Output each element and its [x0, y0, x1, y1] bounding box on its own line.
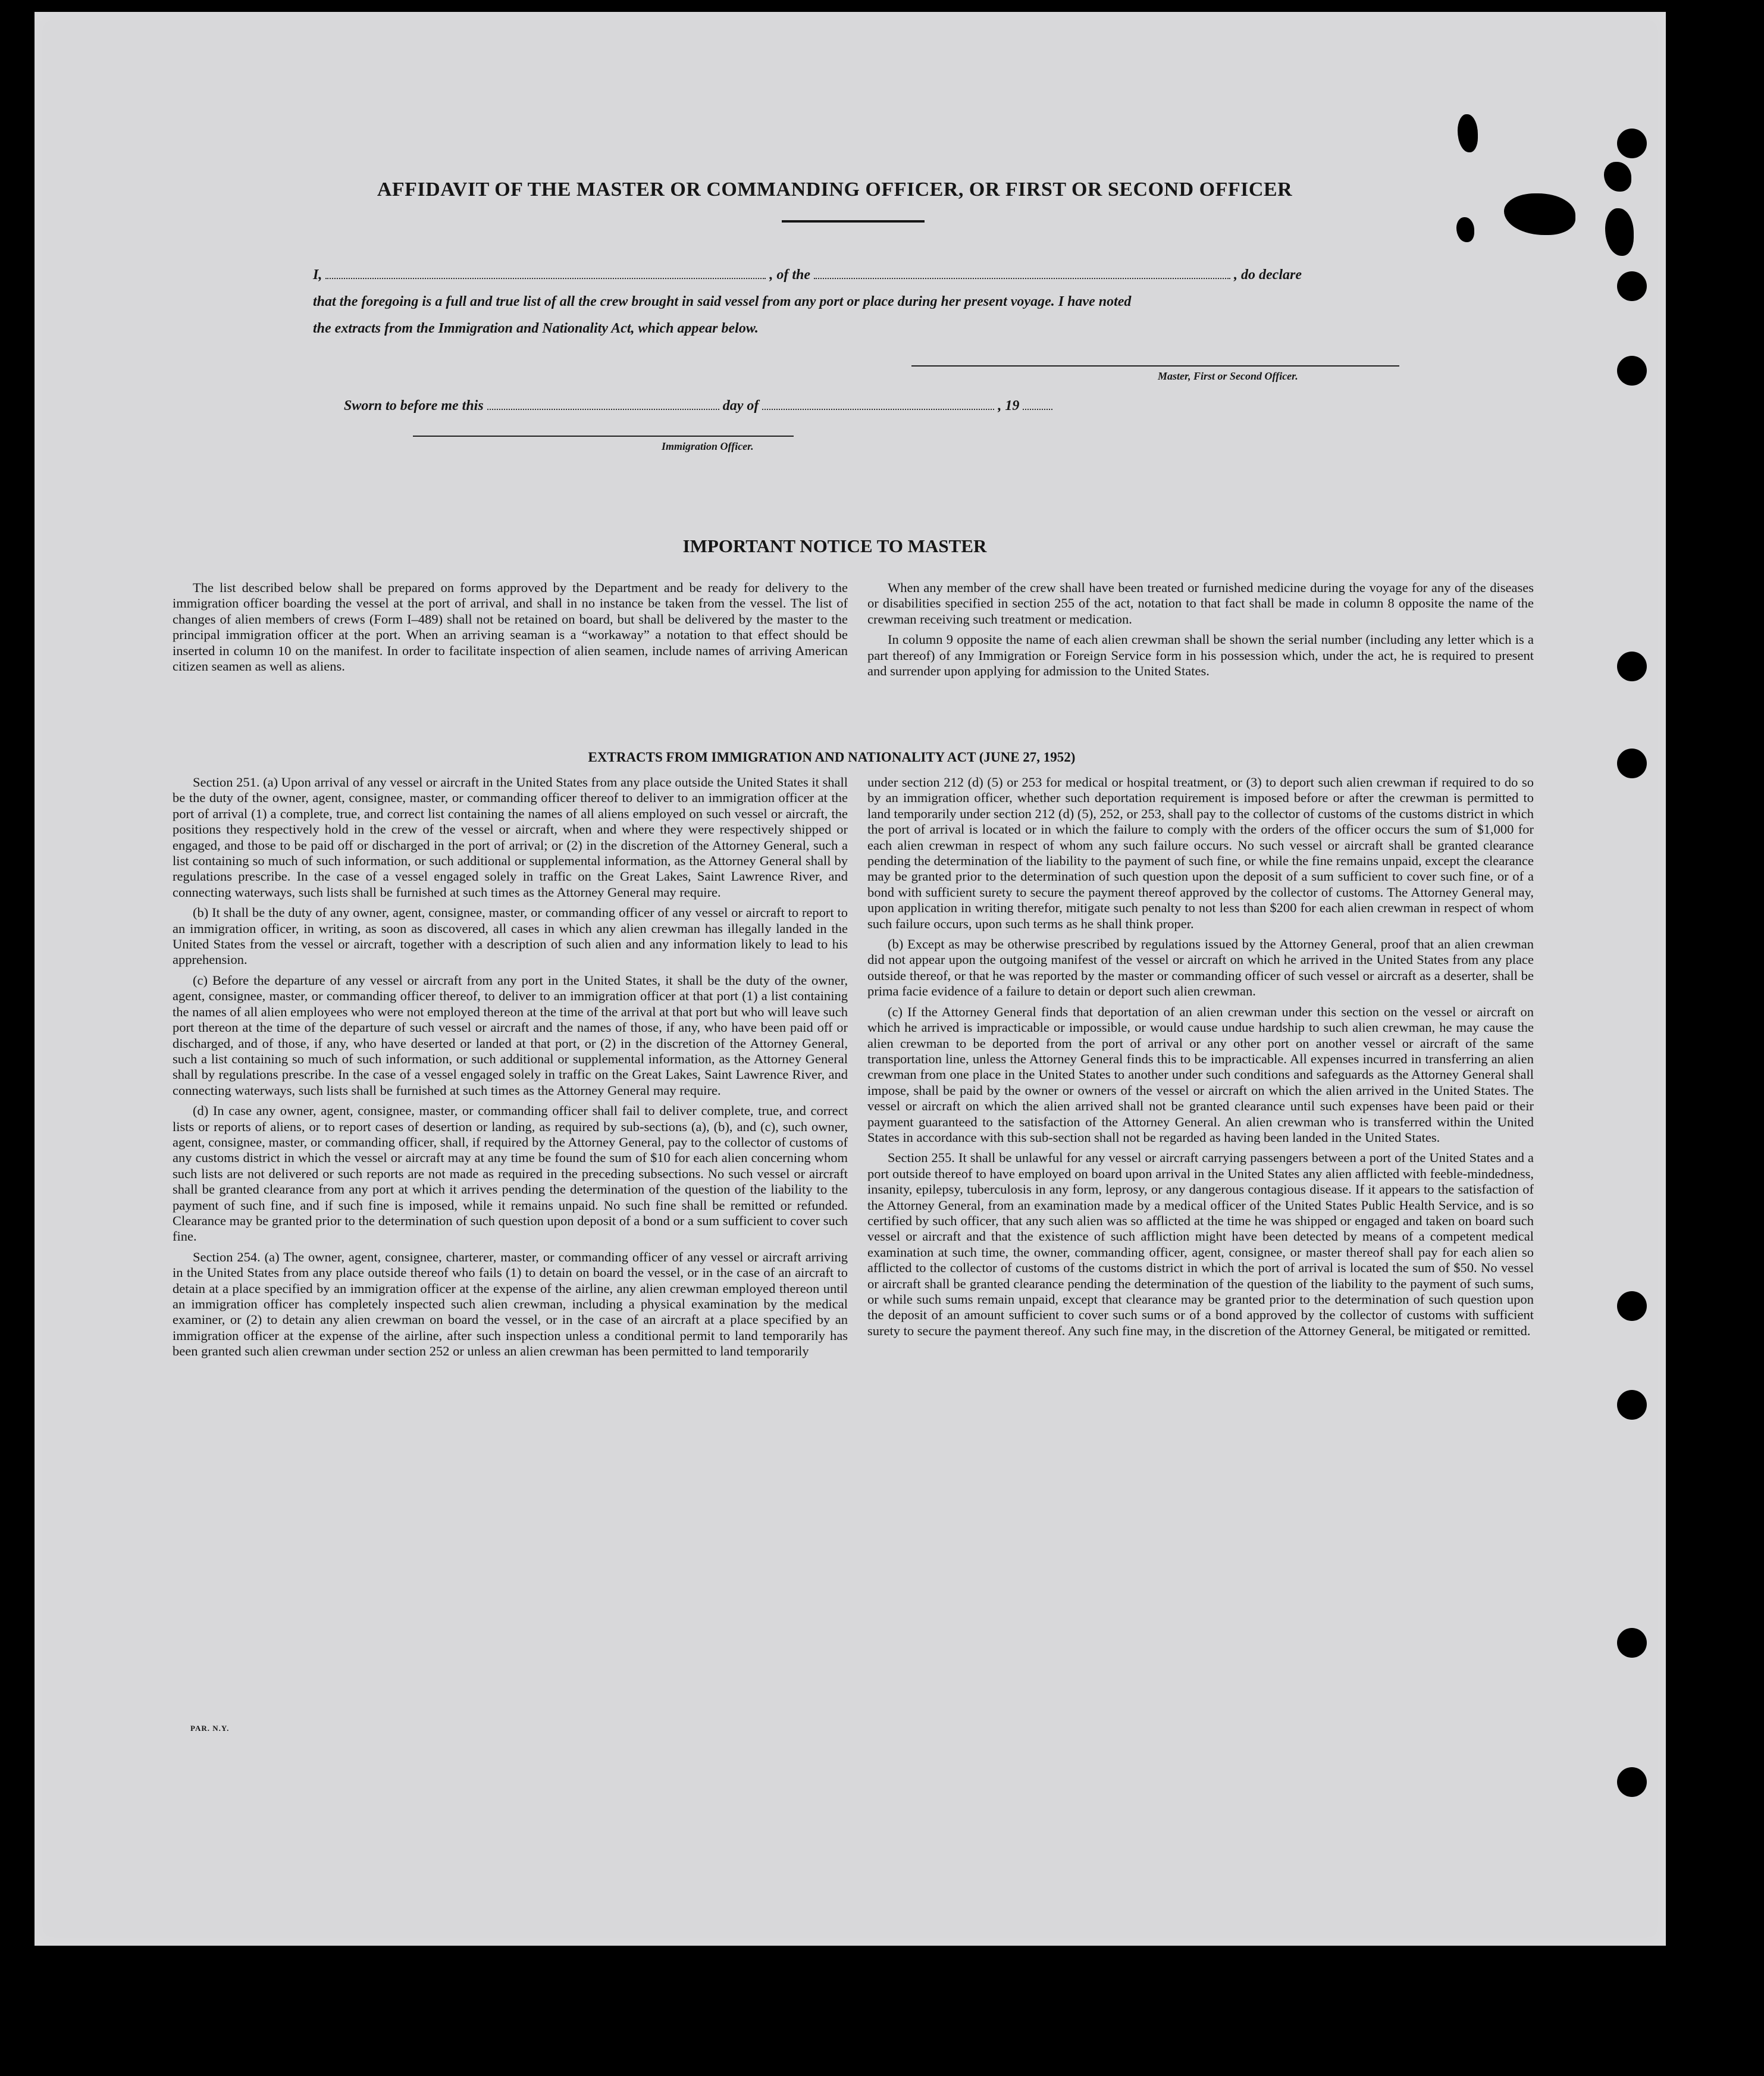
binder-hole	[1617, 1628, 1647, 1658]
binder-hole	[1617, 1291, 1647, 1321]
sworn-line	[344, 396, 1056, 414]
notice-left-column	[173, 580, 848, 679]
statement-line-2: the extracts from the Immigration and Nationality Act, which appear below.	[313, 321, 759, 336]
printer-mark: PAR. N.Y.	[190, 1724, 230, 1733]
extract-paragraph: (c) Before the departure of any vessel or aircraft from any port in the United States, it shall be the duty of the owner, agent, consignee, master, or commanding officer thereof, to deliver to an immigration officer at that port (1) a list containing the names of all alien employees who were not employed thereon at the time of the arrival at that port but who will leave such port thereon at the time of the departure of such vessel or aircraft and the names of those, if any, who have been paid off or discharged, and of those, if any, who have deserted or landed at that port, or (2) in the discretion of the Attorney General, such a list containing so much of such information, or such additional or supplemental information, as the Attorney General shall by regulations prescribe. In the case of a vessel engaged solely in traffic on the Great Lakes, Saint Lawrence River, and connecting waterways, such lists shall be furnished at such times as the Attorney General may require.	[173, 972, 848, 1098]
ink-smudge	[1504, 193, 1575, 235]
extract-paragraph: (c) If the Attorney General finds that deportation of an alien crewman under this section on the vessel or aircraft on which he arrived is impracticable or impossible, or would cause undue hardship to such alien crewman, he may cause the alien crewman to be deported from the port of arrival or any other port on another vessel or aircraft of the same transportation line, unless the Attorney General finds this to be impracticable. All expenses incurred in transferring an alien crewman from one place in the United States to another under such conditions and safeguards as the Attorney General shall impose, shall be paid by the owner or owners of the vessel or aircraft on which the alien arrived in the United States. The vessel or aircraft on which the alien arrived shall not be granted clearance until such expenses have been paid or their payment guaranteed to the satisfaction of the Attorney General. An alien crewman who is transferred within the United States in accordance with this sub-section shall not be regarded as having been landed in the United States.	[867, 1004, 1534, 1145]
sworn-month-field[interactable]	[762, 396, 994, 410]
ink-smudge	[1605, 208, 1634, 256]
ink-smudge	[1458, 114, 1478, 152]
sworn-label: Sworn to before me this	[344, 398, 484, 414]
extracts-left-column	[173, 775, 848, 1364]
notice-left-paragraph: The list described below shall be prepared on forms approved by the Department and be ready for delivery to the immigration officer boarding the vessel at the port of arrival, and shall in no instance be taken from the vessel. The list of changes of alien members of crews (Form I–489) shall not be retained on board, but shall be delivered by the master to the principal immigration officer at the port. When an arriving seaman is a “workaway” a notation to that effect should be inserted in column 10 on the manifest. In order to facilitate inspection of alien seamen, include names of arriving American citizen seamen as well as aliens.	[173, 580, 848, 674]
binder-hole	[1617, 652, 1647, 681]
extracts-title: EXTRACTS FROM IMMIGRATION AND NATIONALITY ACT (JUNE 27, 1952)	[588, 750, 1076, 765]
i-label: I,	[313, 267, 322, 283]
extracts-right-column	[867, 775, 1534, 1344]
day-of-label: day of	[722, 398, 759, 414]
declaration-block	[313, 262, 1431, 342]
name-field[interactable]	[325, 265, 766, 279]
binder-hole	[1617, 356, 1647, 386]
officer-signature-caption: Immigration Officer.	[662, 440, 754, 452]
vessel-field[interactable]	[814, 265, 1230, 279]
notice-right-paragraph-2: In column 9 opposite the name of each alien crewman shall be shown the serial number (including any letter which is a part thereof) of any Immigration or Foreign Service form in his possession which, under the act, he is required to present and surrender upon applying for admission to the United States.	[867, 632, 1534, 679]
notice-right-column	[867, 580, 1534, 684]
binder-hole	[1617, 271, 1647, 301]
officer-signature-line[interactable]	[413, 436, 794, 437]
do-declare-label: , do declare	[1234, 267, 1302, 283]
sworn-year-field[interactable]	[1023, 396, 1052, 410]
extract-paragraph: (b) Except as may be otherwise prescribed by regulations issued by the Attorney General, proof that an alien crewman did not appear upon the outgoing manifest of the vessel or aircraft on which he arrived in the United States from any place outside thereof, or that he was reported by the master or commanding officer of such vessel or aircraft as a deserter, shall be prima facie evidence of a failure to detain or deport such alien crewman.	[867, 937, 1534, 999]
extract-paragraph: under section 212 (d) (5) or 253 for medical or hospital treatment, or (3) to deport such alien crewman if required to do so by an immigration officer, whether such deportation requirement is imposed before or after the crewman is permitted to land temporarily under section 212 (d) (5), 252, or 253, shall pay to the collector of customs of the customs district in which the port of arrival is located or in which the failure to comply with the orders of the officer occurs the sum of $1,000 for each alien crewman in respect of whom any such failure occurs. No such vessel or aircraft shall be granted clearance pending the determination of the liability to the payment of such fine, or while the fine remains unpaid, except the clearance may be granted prior to the determination of such question upon the deposit of a sum sufficient to cover such fine, or of a bond with sufficient surety to secure the payment thereof approved by the collector of customs. The Attorney General may, upon application in writing therefor, mitigate such penalty to not less than $200 for each alien crewman in respect of whom such failure occurs, upon such terms as he shall think proper.	[867, 775, 1534, 931]
year-label: , 19	[998, 398, 1020, 414]
master-signature-caption: Master, First or Second Officer.	[1158, 370, 1298, 382]
statement-line-1: that the foregoing is a full and true list of all the crew brought in said vessel from any port or place during her present voyage. I have noted	[313, 294, 1132, 309]
extract-paragraph: Section 255. It shall be unlawful for any vessel or aircraft carrying passengers between a port of the United States and a port outside thereof to have employed on board upon arrival in the United States any alien afflicted with feeble-mindedness, insanity, epilepsy, tuberculosis in any form, leprosy, or any dangerous contagious disease. If it appears to the satisfaction of the Attorney General, from an examination made by a medical officer of the United States Public Health Service, and is so certified by such officer, that any such alien was so afflicted at the time he was shipped or engaged and taken on board such vessel or aircraft and that the existence of such affliction might have been detected by means of a competent medical examination at such time, the owner, commanding officer, agent, consignee, or master thereof shall pay for each alien so afflicted to the collector of customs of the customs district in which the port of arrival is located the sum of $50. No vessel or aircraft shall be granted clearance pending the determination of the question of the liability to the payment of such sums, or while such sums remain unpaid, except that clearance may be granted prior to the determination of such question upon the deposit of an amount sufficient to cover such sums or of a bond approved by the collector of customs with sufficient surety to secure the payment thereof. Any such fine may, in the discretion of the Attorney General, be mitigated or remitted.	[867, 1150, 1534, 1338]
affidavit-title: AFFIDAVIT OF THE MASTER OR COMMANDING OFFICER, OR FIRST OR SECOND OFFICER	[377, 179, 1293, 201]
notice-title: IMPORTANT NOTICE TO MASTER	[682, 536, 987, 556]
extract-paragraph: (b) It shall be the duty of any owner, agent, consignee, master, or commanding officer of any vessel or aircraft to report to an immigration officer, in writing, as soon as discovered, all cases in which any alien crewman has illegally landed in the United States from the vessel or aircraft, together with a description of such alien and any information likely to lead to his apprehension.	[173, 905, 848, 967]
extract-paragraph: (d) In case any owner, agent, consignee, master, or commanding officer shall fail to deliver complete, true, and correct lists or reports of aliens, or to report cases of desertion or landing, as required by sub-sections (a), (b), and (c), such owner, agent, consignee, master, or commanding officer, shall, if required by the Attorney General, pay to the collector of customs of any customs district in which the vessel or aircraft may at any time be found the sum of $10 for each alien concerning whom such lists are not delivered or such reports are not made as required in the preceding subsections. No such vessel or aircraft shall be granted clearance from any port at which it arrives pending the determination of the question of the liability to the payment of such fine, and if such fine is imposed, while it remains unpaid. No such fine shall be remitted or refunded. Clearance may be granted prior to the determination of such question upon deposit of a bond or a sum sufficient to cover such fine.	[173, 1103, 848, 1244]
master-signature-line[interactable]	[911, 365, 1399, 367]
extract-paragraph: Section 254. (a) The owner, agent, consignee, charterer, master, or commanding officer of any vessel or aircraft arriving in the United States from any place outside thereof who fails (1) to detain on board the vessel, or in the case of an aircraft to detain at a place specified by an immigration officer at the expense of the airline, any alien crewman employed thereon until an immigration officer has completely inspected such alien crewman, including a physical examination by the medical examiner, or (2) to detain any alien crewman on board the vessel, or in the case of an aircraft at a place specified by an immigration officer at the expense of the airline, after such inspection unless a conditional permit to land temporarily has been granted such alien crewman under section 252 or unless an alien crewman has been permitted to land temporarily	[173, 1249, 848, 1359]
document-page	[35, 12, 1666, 1946]
binder-hole	[1617, 1390, 1647, 1420]
binder-hole	[1617, 749, 1647, 778]
notice-right-paragraph-1: When any member of the crew shall have been treated or furnished medicine during the voyage for any of the diseases or disabilities specified in section 255 of the act, notation to that fact shall be made in column 8 opposite the name of the crewman receiving such treatment or medication.	[867, 580, 1534, 627]
sworn-day-field[interactable]	[487, 396, 719, 410]
extract-paragraph: Section 251. (a) Upon arrival of any vessel or aircraft in the United States from any place outside the United States it shall be the duty of the owner, agent, consignee, master, or commanding officer thereof to deliver to an immigration officer at the port of arrival (1) a complete, true, and correct list containing the names of all aliens employed on such vessel or aircraft, the positions they respectively hold in the crew of the vessel or aircraft, when and where they were respectively shipped or engaged, and those to be paid off or discharged in the port of arrival; or (2) in the discretion of the Attorney General, such a list containing so much of such information, or such additional or supplemental information, as the Attorney General shall by regulations prescribe. In the case of a vessel engaged solely in traffic on the Great Lakes, Saint Lawrence River, and connecting waterways, such lists shall be furnished at such times as the Attorney General may require.	[173, 775, 848, 900]
ink-smudge	[1456, 217, 1474, 242]
of-the-label: , of the	[769, 267, 811, 283]
binder-hole	[1617, 129, 1647, 158]
title-rule	[782, 220, 925, 223]
binder-hole	[1617, 1767, 1647, 1797]
